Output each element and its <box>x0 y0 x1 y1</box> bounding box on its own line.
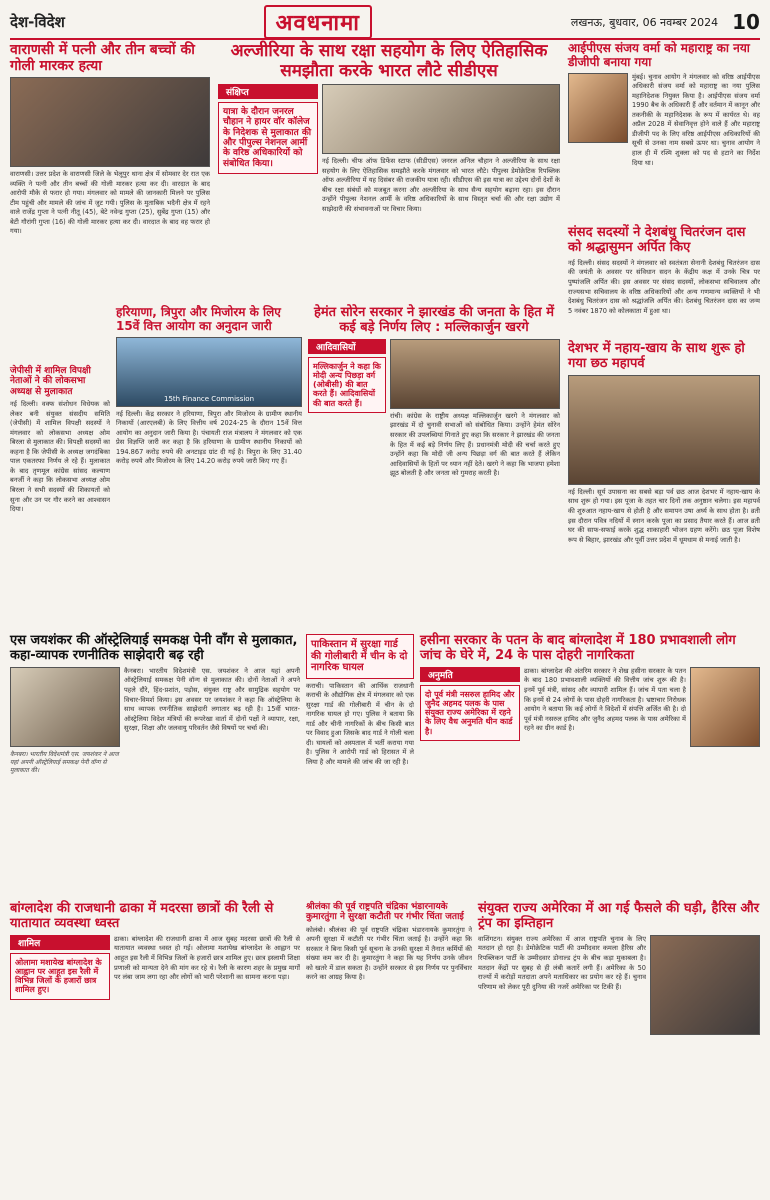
article-jaishankar <box>10 634 300 896</box>
article-pakistan-guard <box>306 634 414 896</box>
article-body: कैनबरा। भारतीय विदेशमंत्री एस. जयशंकर ने आज यहां अपनी ऑस्ट्रेलियाई समकक्ष पेनी वॉन्ग से मुलाकात की। दोनों नेताओं ने अपने पहले दौरे, हिंद-प्रशांत, पड़ोस, संयुक्त राष्ट्र और सामुद्रिक सहयोग पर विचार-विमर्श किया। इस अवसर पर जयशंकर ने कहा कि ऑस्ट्रेलिया के साथ व्यापक रणनीतिक साझेदारी लगातार बढ़ रही है। 15वीं भारत-ऑस्ट्रेलिया विदेश मंत्रियों की रूपरेखा वार्ता में दोनों पक्षों ने व्यापार, रक्षा, सुरक्षा, शिक्षा और जलवायु परिवर्तन जैसे विषयों पर चर्चा की। <box>124 666 300 733</box>
section-tag: आदिवासियों <box>308 339 386 354</box>
article-photo <box>390 339 560 409</box>
highlight-box: मल्लिकार्जुन ने कहा कि मोदी अन्य पिछड़ा वर्ग (ओबीसी) की बात करते हैं। आदिवासियों की बात करते हैं। <box>308 357 386 413</box>
headline: जेपीसी में शामिल विपक्षी नेताओं ने की लोकसभा अध्यक्ष से मुलाकात <box>10 366 91 397</box>
article-photo <box>116 337 302 407</box>
article-us-election <box>478 902 760 1192</box>
article-finance-commission <box>116 306 302 628</box>
article-jpc-meeting <box>10 366 110 628</box>
headline: संसद सदस्यों ने देशबंधु चितरंजन दास को श्रद्धासुमन अर्पित किए <box>568 225 746 255</box>
article-body: नई दिल्ली। केंद्र सरकार ने हरियाणा, त्रिपुरा और मिजोरम के ग्रामीण स्थानीय निकायों (आरएलबी) के लिए वित्तीय वर्ष 2024-25 के दौरान 15वें वित्त आयोग का अनुदान जारी किया है। पंचायती राज मंत्रालय ने मंगलवार को एक प्रेस विज्ञप्ति जारी कर कहा है कि हरियाणा के ग्रामीण स्थानीय निकायों को 194.867 करोड़ रुपये की अनटाइड ग्रांट दी गई है। त्रिपुरा के लिए 31.40 करोड़ रुपये और मिजोरम के लिए 14.20 करोड़ रुपये जारी किए गए हैं। <box>116 409 302 466</box>
article-photo <box>690 667 760 747</box>
headline: श्रीलंका की पूर्व राष्ट्रपति चंद्रिका भंडारनायके कुमारतुंगा ने सुरक्षा कटौती पर गंभीर चिंता जताई <box>306 902 464 923</box>
headline: हसीना सरकार के पतन के बाद बांग्लादेश में 180 प्रभावशाली लोग जांच के घेरे में, 24 के पास दोहरी नागरिकता <box>420 633 736 663</box>
article-body: नई दिल्ली। वक्फ संशोधन विधेयक को लेकर बनी संयुक्त संसदीय समिति (जेपीसी) में शामिल विपक्षी सदस्यों ने मंगलवार को लोकसभा अध्यक्ष ओम बिरला से मुलाकात की। विपक्षी सदस्यों का कहना है कि जेपीसी के अध्यक्ष जगदंबिका पाल एकतरफा निर्णय ले रहे हैं। मुलाकात के बाद तृणमूल कांग्रेस सांसद कल्याण बनर्जी ने कहा कि लोकसभा अध्यक्ष ओम बिरला ने सभी सदस्यों की शिकायतों को सुना और उन पर गौर करने का आश्वासन दिया। <box>10 400 110 514</box>
headline: हेमंत सोरेन सरकार ने झारखंड की जनता के हित में कई बड़े निर्णय लिए : मल्लिकार्जुन खरगे <box>313 305 555 335</box>
headline: देशभर में नहाय-खाय के साथ शुरू हो गया छठ महापर्व <box>568 341 745 371</box>
article-body: नई दिल्ली। चीफ ऑफ डिफेंस स्टाफ (सीडीएस) जनरल अनिल चौहान ने अल्जीरिया के साथ रक्षा सहयोग के लिए ऐतिहासिक समझौते करके मंगलवार को भारत लौटे। पीपुल्स डेमोक्रेटिक रिपब्लिक ऑफ अल्जीरिया में यह दिसंबर की राजकीय यात्रा रही। सीडीएस की इस यात्रा का उद्देश्य दोनों देशों के बीच रक्षा संबंधों को मजबूत करना और अल्जीरिया के साथ सैन्य सहयोग बढ़ाना रहा। इस दौरान उन्होंने पीपुल्स नेशनल आर्मी के वरिष्ठ अधिकारियों के साथ विस्तृत चर्चा की और रक्षा उद्योग में साझेदारी की संभावनाओं पर विचार किया। <box>322 157 560 213</box>
headline: पाकिस्तान में सुरक्षा गार्ड की गोलीबारी में चीन के दो नागरिक घायल <box>306 634 414 679</box>
article-ips-sanjay-verma <box>568 42 760 220</box>
section-title: देश-विदेश <box>10 13 65 31</box>
newspaper-logo: अवधनामा <box>264 5 372 39</box>
article-chittaranjan-das <box>568 226 760 336</box>
highlight-box: यात्रा के दौरान जनरल चौहान ने हायर वॉर कॉलेज के निदेशक से मुलाकात की और पीपुल्स नेशनल आर्मी के वरिष्ठ अधिकारियों को संबोधित किया। <box>218 102 318 174</box>
highlight-box: ओलामा मशायेख बांग्लादेश के आह्वान पर आहूत इस रैली में विभिन्न जिलों के हजारों छात्र शामिल हुए। <box>10 953 110 1000</box>
article-photo <box>650 935 760 1035</box>
article-photo <box>10 77 210 167</box>
article-photo <box>568 375 760 485</box>
article-srilanka <box>306 902 472 1192</box>
section-tag: शामिल <box>10 935 110 950</box>
headline: आईपीएस संजय वर्मा को महाराष्ट्र का नया डीजीपी बनाया गया <box>568 41 750 69</box>
article-body: नई दिल्ली। संसद सदस्यों ने मंगलवार को स्वतंत्रता सेनानी देशबंधु चितरंजन दास की जयंती के अवसर पर संविधान सदन के केंद्रीय कक्ष में उनके चित्र पर पुष्पांजलि अर्पित की। इस अवसर पर संसद सदस्यों, लोकसभा सचिवालय और राज्यसभा सचिवालय के वरिष्ठ अधिकारियों और अन्य गणमान्य व्यक्तियों ने भी देशबंधु चितरंजन दास को श्रद्धांजलि अर्पित की। देशबंधु चितरंजन दास का जन्म 5 नवंबर 1870 को कोलकाता में हुआ था। <box>568 258 760 315</box>
article-cds-algeria <box>218 42 560 300</box>
headline: संयुक्त राज्य अमेरिका में आ गई फैसले की घड़ी, हैरिस और ट्रंप का इम्तिहान <box>478 901 760 931</box>
article-body: रांची। कांग्रेस के राष्ट्रीय अध्यक्ष मल्लिकार्जुन खरगे ने मंगलवार को झारखंड में दो चुनावी सभाओं को संबोधित किया। उन्होंने हेमंत सोरेन सरकार की उपलब्धियां गिनाते हुए कहा कि सरकार ने झारखंड की जनता के हित में कई बड़े निर्णय लिए हैं। प्रधानमंत्री मोदी की चर्चा करते हुए उन्होंने कहा कि मोदी जी अन्य पिछड़ा वर्ग की बात करते हैं लेकिन आदिवासियों के हितों पर ध्यान नहीं देते। खरगे ने कहा कि भाजपा हमेशा झूठ बोलती है और जनता को गुमराह करती है। <box>390 411 560 478</box>
section-tag: अनुमति <box>420 667 520 682</box>
article-kharge-jharkhand <box>308 306 560 628</box>
photo-caption: कैनबरा। भारतीय विदेशमंत्री एस. जयशंकर ने आज यहां अपनी ऑस्ट्रेलियाई समकक्ष पेनी वॉन्ग से मुलाकात की। <box>10 750 119 774</box>
article-photo <box>10 667 120 747</box>
article-body: वाराणसी। उत्तर प्रदेश के वाराणसी जिले के भेलूपुर थाना क्षेत्र में सोमवार देर रात एक व्यक्ति ने पत्नी और तीन बच्चों की गोली मारकर हत्या कर दी। वारदात के बाद आरोपी मौके से फरार हो गया। मंगलवार को मामले की जानकारी मिलने पर पुलिस टीम पहुंची और मामले की जांच में जुट गयी। पुलिस के मुताबिक भदैनी क्षेत्र में रहने वाले राजेंद्र गुप्ता ने पत्नी नीतू (45), बेटे नवेन्द्र गुप्ता (25), सुबेंद्र गुप्ता (15) और बेटी गौरांगी गुप्ता (16) की गोली मारकर हत्या कर दी। वारदात के बाद वह फरार हो गया। <box>10 170 210 236</box>
headline: एस जयशंकर की ऑस्ट्रेलियाई समकक्ष पेनी वॉंग से मुलाकात, कहा-व्यापक रणनीतिक साझेदारी बढ़ रही <box>10 633 298 663</box>
article-body: ढाका। बांग्लादेश की अंतरिम सरकार ने शेख हसीना सरकार के पतन के बाद 180 प्रभावशाली व्यक्तियों की वित्तीय जांच शुरू की है। इनमें पूर्व मंत्री, सांसद और व्यापारी शामिल हैं। जांच में पता चला है कि इनमें से 24 लोगों के पास दोहरी नागरिकता है। भ्रष्टाचार निरोधक आयोग ने बताया कि कई लोगों ने विदेशों में संपत्ति अर्जित की है। दो पूर्व मंत्री नसरुल हामिद और जुनैद अहमद पलक के पास अमेरिका में रहने का ग्रीन कार्ड है। <box>524 666 686 733</box>
headline: हरियाणा, त्रिपुरा और मिजोरम के लिए 15वें वित्त आयोग का अनुदान जारी <box>116 305 281 333</box>
headline: वाराणसी में पत्नी और तीन बच्चों की गोली मारकर हत्या <box>10 42 195 75</box>
article-body: नई दिल्ली। सूर्य उपासना का सबसे बड़ा पर्व छठ आज देशभर में नहाय-खाय के साथ शुरू हो गया। इस पूजा के तहत चार दिनों तक अनुष्ठान चलेगा। इस महापर्व की शुरुआत नहाय-खाय से होती है और समापन उषा अर्घ्य के साथ होता है। व्रती इस दौरान पवित्र नदियों में स्नान करके पूजा का प्रसाद तैयार करते हैं। आज व्रती घर की साफ-सफाई करके शुद्ध शाकाहारी भोजन ग्रहण करेंगे। छठ पूजा विशेष रूप से बिहार, झारखंड और पूर्वी उत्तर प्रदेश में धूमधाम से मनाई जाती है। <box>568 487 760 544</box>
article-photo <box>322 84 560 154</box>
article-body: वाशिंगटन। संयुक्त राज्य अमेरिका में आज राष्ट्रपति चुनाव के लिए मतदान हो रहा है। डेमोक्रेटिक पार्टी की उम्मीदवार कमला हैरिस और रिपब्लिकन पार्टी के उम्मीदवार डोनाल्ड ट्रंप के बीच कड़ा मुकाबला है। मतदान केंद्रों पर सुबह से ही लंबी कतारें लगी हैं। अमेरिका के 50 राज्यों में करोड़ों मतदाता अपने मताधिकार का प्रयोग कर रहे हैं। चुनाव परिणाम को लेकर पूरी दुनिया की नजरें अमेरिका पर टिकी हैं। <box>478 934 646 991</box>
article-photo <box>568 73 628 143</box>
article-body: ढाका। बांग्लादेश की राजधानी ढाका में आज सुबह मदरसा छात्रों की रैली से यातायात व्यवस्था ध्वस्त हो गई। ओलामा मशायेख बांग्लादेश के आह्वान पर आहूत इस रैली में विभिन्न जिलों के हजारों छात्र शामिल हुए। छात्र इस्लामी शिक्षा प्रणाली को मान्यता देने की मांग कर रहे थे। रैली के कारण शहर के प्रमुख मार्गों पर लंबा जाम लगा रहा और लोगों को भारी परेशानी का सामना करना पड़ा। <box>114 934 300 982</box>
issue-date: लखनऊ, बुधवार, 06 नवम्बर 2024 <box>570 15 719 29</box>
article-bangladesh-probe <box>420 634 760 896</box>
highlight-box: दो पूर्व मंत्री नसरुल हामिद और जुनैद अहमद पलक के पास संयुक्त राज्य अमेरिका में रहने के लिए वैध अनुमति थीन कार्ड है। <box>420 685 520 741</box>
photo-label: 15th Finance Commission <box>163 394 255 403</box>
masthead <box>10 6 760 40</box>
article-body: मुंबई। चुनाव आयोग ने मंगलवार को वरिष्ठ आईपीएस अधिकारी संजय वर्मा को महाराष्ट्र का नया पुलिस महानिदेशक नियुक्त किया है। आईपीएस संजय वर्मा 1990 बैच के अधिकारी हैं और वर्तमान में कानून और तकनीकी के महानिदेशक के रूप में कार्यरत थे। वह अप्रैल 2028 में सेवानिवृत्त होने वाले हैं और महाराष्ट्र डीजीपी पद के लिए वरिष्ठ आईपीएस अधिकारियों की सूची से उनका नाम सबसे ऊपर था। चुनाव आयोग ने हाल ही में रश्मि शुक्ला को पद से हटाने का निर्देश दिया था। <box>632 72 760 167</box>
article-dhaka-rally <box>10 902 300 1192</box>
article-chhath <box>568 342 760 628</box>
article-body: कोलंबो। श्रीलंका की पूर्व राष्ट्रपति चंद्रिका भंडारनायके कुमारतुंगा ने अपनी सुरक्षा में कटौती पर गंभीर चिंता जताई है। उन्होंने कहा कि सरकार ने बिना किसी पूर्व सूचना के उनकी सुरक्षा में तैनात कर्मियों की संख्या कम कर दी है। कुमारतुंगा ने कहा कि यह निर्णय उनके जीवन को खतरे में डाल सकता है। उन्होंने सरकार से इस निर्णय पर पुनर्विचार करने का आग्रह किया है। <box>306 925 472 982</box>
article-body: कराची। पाकिस्तान की आर्थिक राजधानी कराची के औद्योगिक क्षेत्र में मंगलवार को एक सुरक्षा गार्ड की गोलीबारी में चीन के दो नागरिक घायल हो गए। पुलिस ने बताया कि गार्ड और चीनी नागरिकों के बीच किसी बात पर विवाद हुआ जिसके बाद गार्ड ने गोली चला दी। घायलों को अस्पताल में भर्ती कराया गया है। पुलिस ने आरोपी गार्ड को हिरासत में ले लिया है और मामले की जांच की जा रही है। <box>306 681 414 766</box>
headline: बांग्लादेश की राजधानी ढाका में मदरसा छात्रों की रैली से यातायात व्यवस्था ध्वस्त <box>10 901 274 931</box>
headline: अल्जीरिया के साथ रक्षा सहयोग के लिए ऐतिहासिक समझौता करके भारत लौटे सीडीएस <box>230 41 548 81</box>
page-number: 10 <box>732 10 760 34</box>
section-tag: संक्षिप्त <box>218 84 318 99</box>
